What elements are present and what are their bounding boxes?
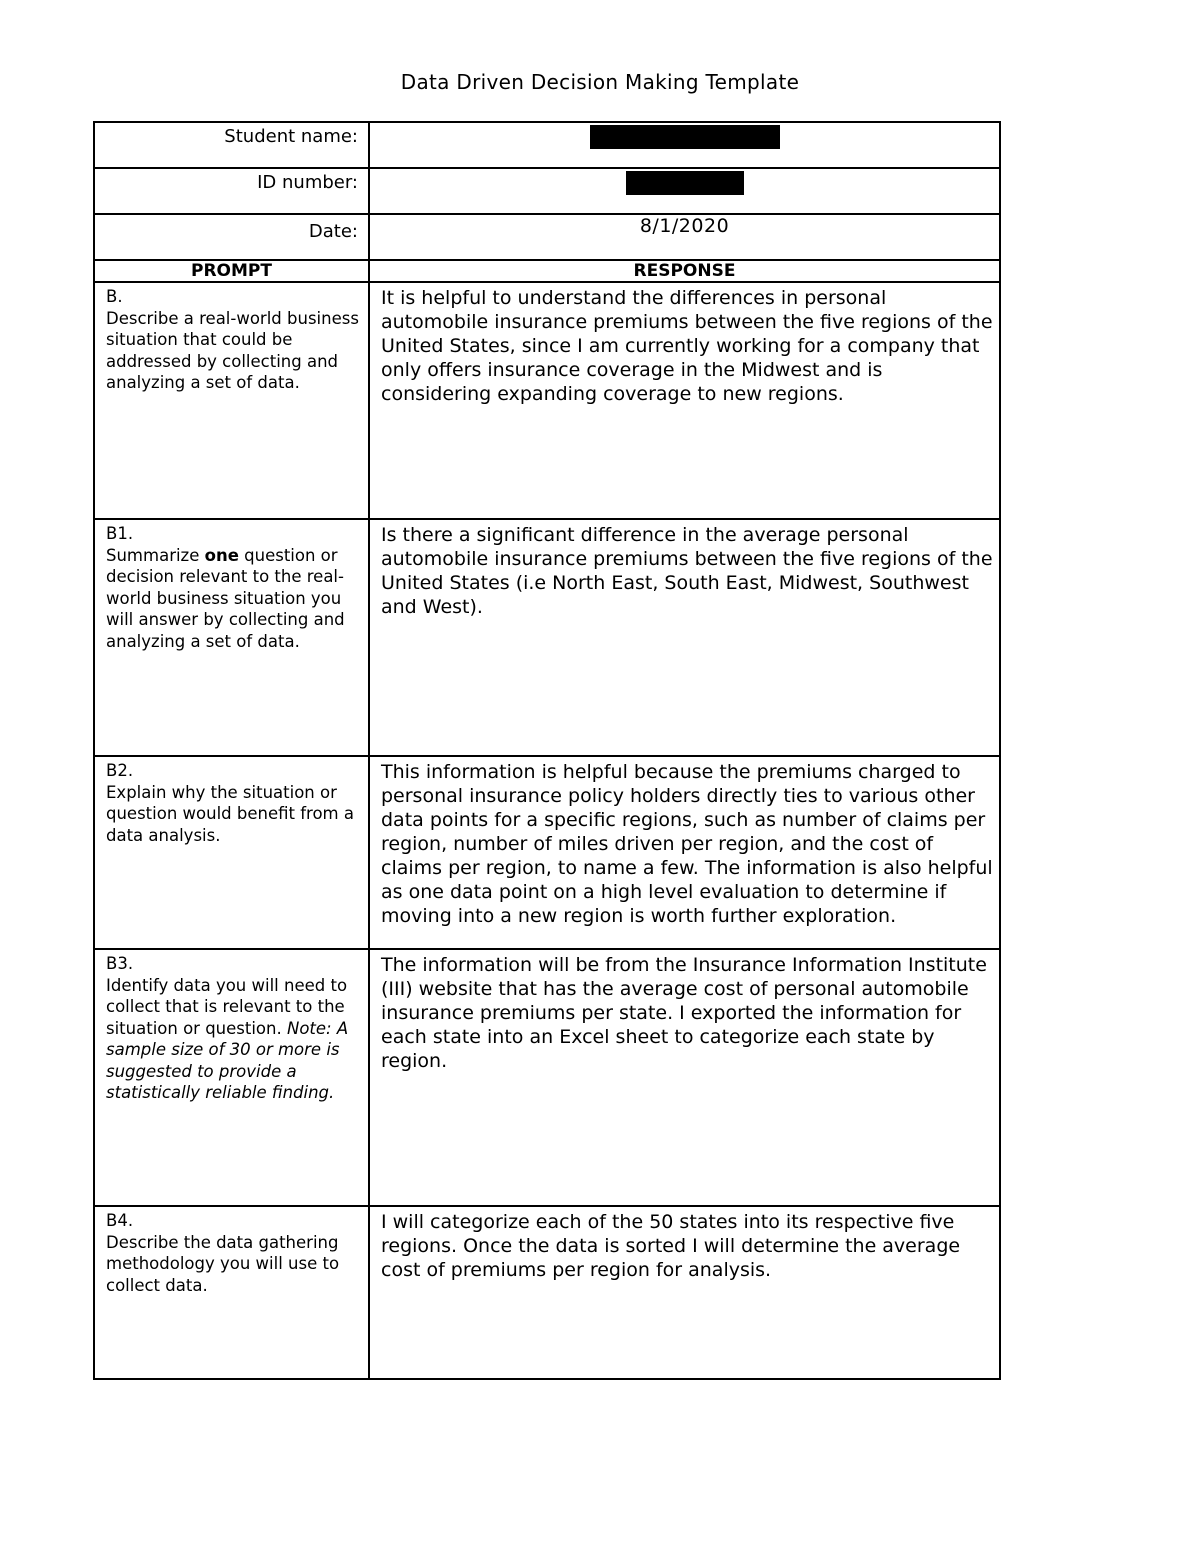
response-text: The information will be from the Insurance Information Institute (III) website that has the average cost of personal automobile insurance premiums per state. I exported the information for each state into an Excel sheet to categorize each state by region.	[369, 949, 1000, 1206]
student-name-value	[369, 122, 1000, 168]
prompt-text-pre: Summarize	[106, 545, 205, 565]
redaction-bar	[626, 171, 744, 195]
prompt-code: B1.	[106, 524, 134, 543]
id-number-row	[94, 168, 1000, 214]
header-row	[94, 260, 1000, 282]
prompt-code: B2.	[106, 761, 134, 780]
student-name-label: Student name:	[94, 122, 369, 168]
prompt-text: Explain why the situation or question would benefit from a data analysis.	[106, 782, 354, 845]
response-text: This information is helpful because the premiums charged to personal insurance policy holders directly ties to various other data points for a specific regions, such as number of claims per region, number of miles driven per region, and the cost of claims per region, to name a few. The information is also helpful as one data point on a high level evaluation to determine if moving into a new region is worth further exploration.	[369, 756, 1000, 949]
table-row	[94, 1206, 1000, 1379]
prompt-cell	[94, 756, 369, 949]
template-table	[93, 121, 1001, 1380]
prompt-text-bold: one	[204, 545, 239, 565]
table-row	[94, 949, 1000, 1206]
prompt-text: Identify data you will need to collect that is relevant to the situation or question.	[106, 975, 348, 1038]
response-header: RESPONSE	[369, 260, 1000, 282]
response-text: I will categorize each of the 50 states into its respective five regions. Once the data is sorted I will determine the average cost of premiums per region for analysis.	[369, 1206, 1000, 1379]
prompt-code: B4.	[106, 1211, 134, 1230]
prompt-header: PROMPT	[94, 260, 369, 282]
prompt-code: B.	[106, 287, 123, 306]
date-row	[94, 214, 1000, 260]
table-row	[94, 282, 1000, 519]
response-text: It is helpful to understand the differences in personal automobile insurance premiums between the five regions of the United States, since I am currently working for a company that only offers insurance coverage in the Midwest and is considering expanding coverage to new regions.	[369, 282, 1000, 519]
date-value: 8/1/2020	[369, 214, 1000, 260]
prompt-text-post: question or decision relevant to the real-world business situation you will answer by collecting and analyzing a set of data.	[106, 545, 345, 651]
prompt-cell	[94, 282, 369, 519]
prompt-text: Describe the data gathering methodology you will use to collect data.	[106, 1232, 340, 1295]
redaction-bar	[590, 125, 780, 149]
table-row	[94, 519, 1000, 756]
prompt-text: Describe a real-world business situation that could be addressed by collecting and analyzing a set of data.	[106, 308, 359, 392]
table-row	[94, 756, 1000, 949]
response-text: Is there a significant difference in the average personal automobile insurance premiums between the five regions of the United States (i.e North East, South East, Midwest, Southwest and West).	[369, 519, 1000, 756]
prompt-cell	[94, 519, 369, 756]
prompt-code: B3.	[106, 954, 134, 973]
prompt-note: Note: A sample size of 30 or more is suggested to provide a statistically reliable finding.	[106, 1018, 349, 1102]
document-title: Data Driven Decision Making Template	[400, 70, 800, 94]
prompt-cell	[94, 1206, 369, 1379]
prompt-cell	[94, 949, 369, 1206]
student-name-row	[94, 122, 1000, 168]
date-label: Date:	[94, 214, 369, 260]
id-number-value	[369, 168, 1000, 214]
id-number-label: ID number:	[94, 168, 369, 214]
